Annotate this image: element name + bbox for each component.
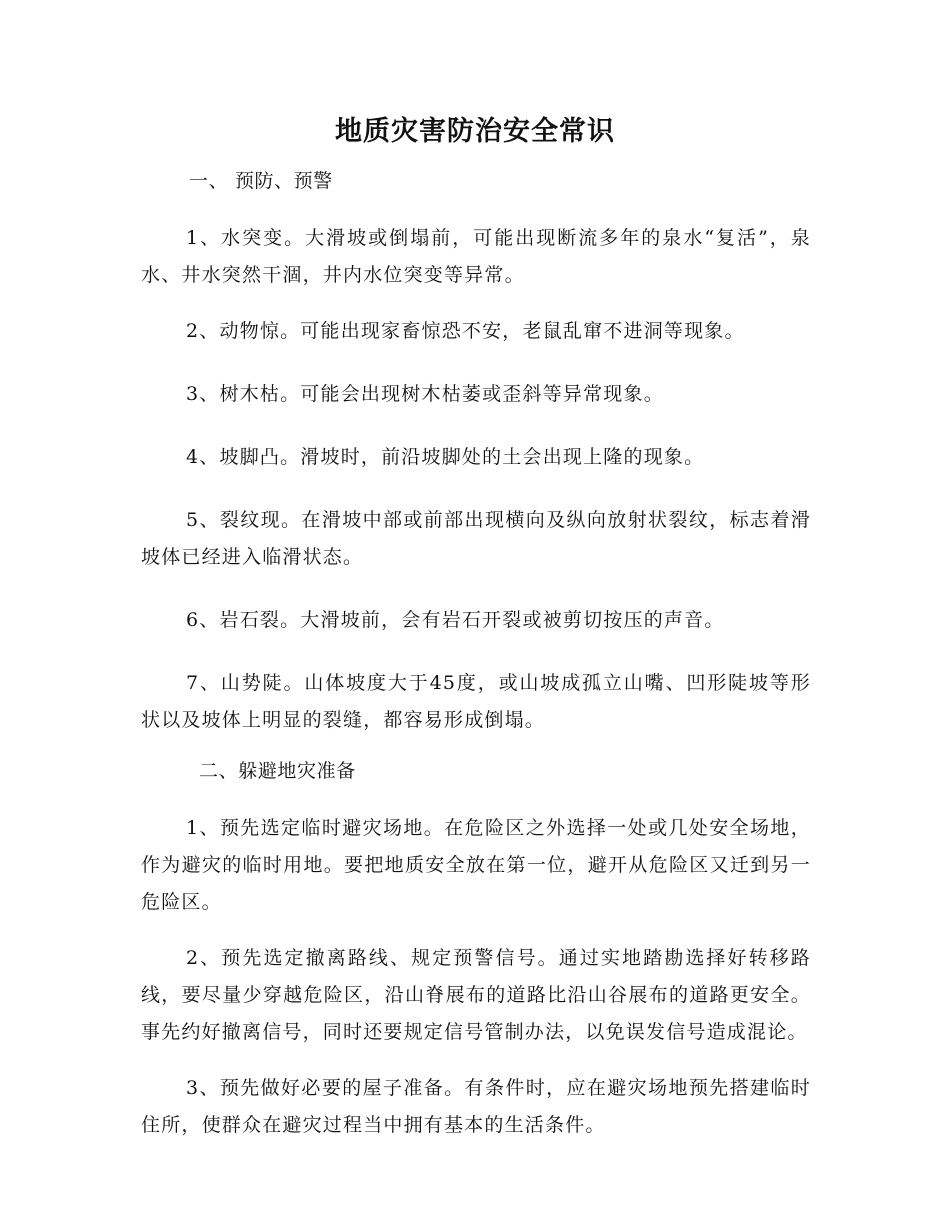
- paragraph-rock-crack: 6、岩石裂。大滑坡前，会有岩石开裂或被剪切按压的声音。: [186, 609, 725, 631]
- section-heading-prevention: 一、 预防、预警: [189, 170, 333, 192]
- paragraph-trees-wither: 3、树木枯。可能会出现树木枯萎或歪斜等异常现象。: [186, 383, 664, 405]
- section-heading-preparation: 二、躲避地灾准备: [199, 760, 356, 782]
- document-body: [141, 168, 811, 1170]
- paragraph-temporary-site: 1、预先选定临时避灾场地。在危险区之外选择一处或几处安全场地，作为避灾的临时用地。要把地质安全放在第一位，避开从危险区又迁到另一危险区。: [141, 817, 811, 913]
- paragraph-evacuation-route: 2、预先选定撤离路线、规定预警信号。通过实地踏勘选择好转移路线，要尽量少穿越危险区，沿山脊展布的道路比沿山谷展布的道路更安全。事先约好撤离信号，同时还要规定信号管制办法，以免误发信号造成混论。: [141, 947, 811, 1043]
- paragraph-cracks-appear: 5、裂纹现。在滑坡中部或前部出现横向及纵向放射状裂纹，标志着滑坡体已经进入临滑状态。: [141, 509, 811, 568]
- paragraph-steep-slope: 7、山势陡。山体坡度大于45度，或山坡成孤立山嘴、凹形陡坡等形状以及坡体上明显的裂缝，都容易形成倒塌。: [141, 672, 811, 731]
- paragraph-shelter-preparation: 3、预先做好必要的屋子准备。有条件时，应在避灾场地预先搭建临时住所，使群众在避灾过程当中拥有基本的生活条件。: [141, 1077, 811, 1136]
- paragraph-water-change: 1、水突变。大滑坡或倒塌前，可能出现断流多年的泉水“复活”，泉水、井水突然干涸，井内水位突变等异常。: [141, 227, 811, 286]
- paragraph-animal-alarm: 2、动物惊。可能出现家畜惊恐不安，老鼠乱窜不进洞等现象。: [186, 320, 745, 342]
- document-title: 地质灾害防治安全常识: [335, 116, 615, 147]
- paragraph-slope-toe: 4、坡脚凸。滑坡时，前沿坡脚处的土会出现上隆的现象。: [186, 446, 705, 468]
